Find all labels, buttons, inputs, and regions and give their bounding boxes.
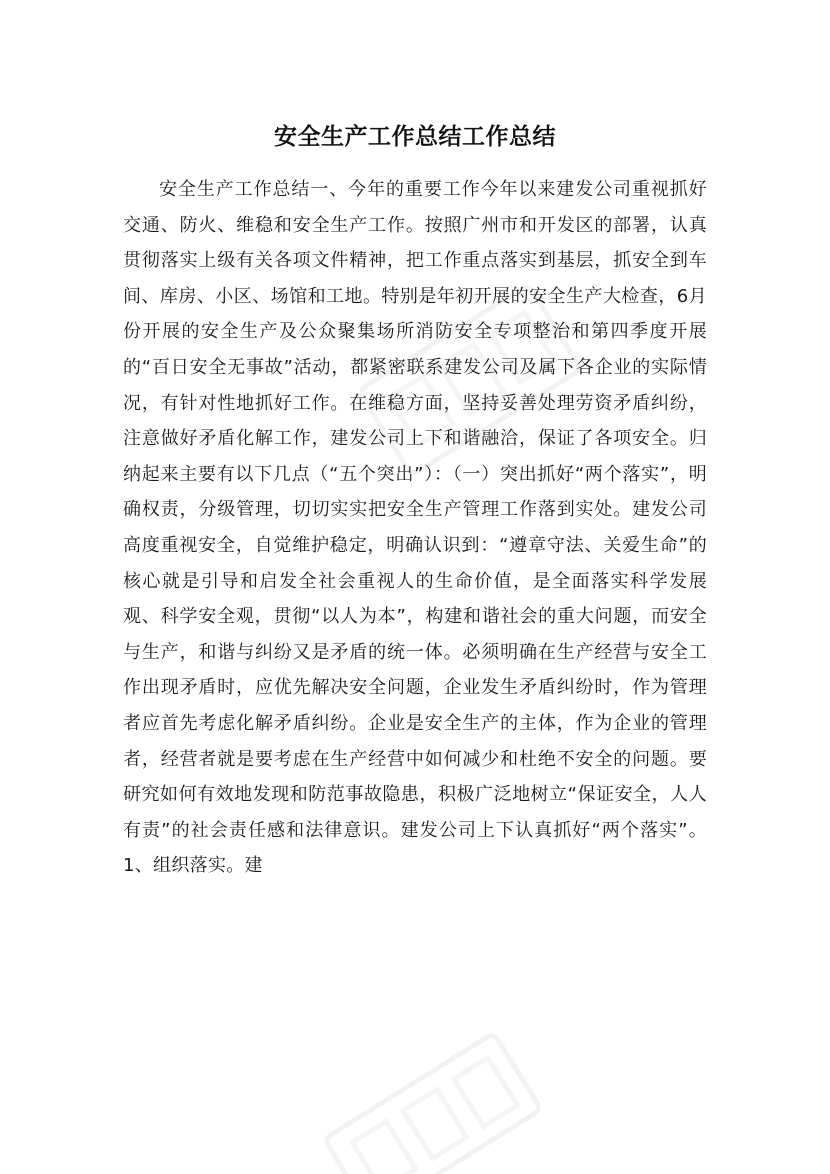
body-paragraph: 安全生产工作总结一、今年的重要工作今年以来建发公司重视抓好交通、防火、维稳和安全生产工作。按照广州市和开发区的部署，认真贯彻落实上级有关各项文件精神，把工作重点落实到基层，抓安全到车间、库房、小区、场馆和工地。特别是年初开展的安全生产大检查，6月份开展的安全生产及公众聚集场所消防安全专项整治和第四季度开展的“百日安全无事故”活动，都紧密联系建发公司及属下各企业的实际情况，有针对性地抓好工作。在维稳方面，坚持妥善处理劳资矛盾纠纷，注意做好矛盾化解工作，建发公司上下和谐融洽，保证了各项安全。归纳起来主要有以下几点（“五个突出”）：（一）突出抓好“两个落实”，明确权责，分级管理，切切实实把安全生产管理工作落到实处。建发公司高度重视安全，自觉维护稳定，明确认识到：“遵章守法、关爱生命”的核心就是引导和启发全社会重视人的生命价值，是全面落实科学发展观、科学安全观，贯彻“以人为本”，构建和谐社会的重大问题，而安全与生产，和谐与纠纷又是矛盾的统一体。必须明确在生产经营与安全工作出现矛盾时，应优先解决安全问题，企业发生矛盾纠纷时，作为管理者应首先考虑化解矛盾纠纷。企业是安全生产的主体，作为企业的管理者，经营者就是要考虑在生产经营中如何减少和杜绝不安全的问题。要研究如何有效地发现和防范事故隐患，积极广泛地树立“保证安全，人人有责”的社会责任感和法律意识。建发公司上下认真抓好“两个落实”。1、组织落实。建 [123, 179, 707, 877]
document-title: 安全生产工作总结工作总结 [274, 124, 556, 150]
watermark-stamp-bottom [324, 1033, 541, 1174]
